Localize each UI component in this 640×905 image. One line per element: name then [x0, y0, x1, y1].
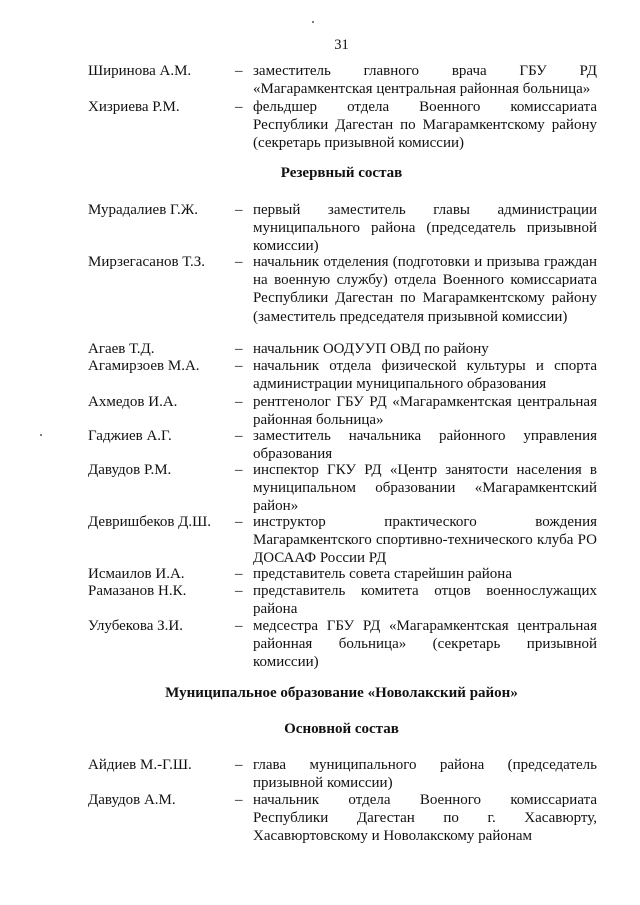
dash: –	[235, 566, 243, 582]
dash: –	[235, 428, 243, 444]
member-position: начальник отделения (подготовки и призыва граждан на военную службу) отдела Военного комиссариата Республики Дагестан по Магарамкентскому району (заместитель председателя призывной комиссии)	[253, 254, 597, 325]
member-position: рентгенолог ГБУ РД «Магарамкентская центральная районная больница»	[253, 394, 597, 429]
member-position: инструктор практического вождения Магарамкентского спортивно-технического клуба РО ДОСААФ России РД	[253, 514, 597, 567]
member-name: Девришбеков Д.Ш.	[88, 514, 212, 530]
section-heading-municipality: Муниципальное образование «Новолакский район»	[165, 685, 518, 701]
member-name: Мирзегасанов Т.З.	[88, 254, 205, 270]
dash: –	[235, 341, 243, 357]
member-position: первый заместитель главы администрации муниципального района (председатель призывной комиссии)	[253, 202, 597, 255]
dash: –	[235, 99, 243, 115]
member-position: глава муниципального района (председатель призывной комиссии)	[253, 757, 597, 792]
member-position: заместитель начальника районного управления образования	[253, 428, 597, 463]
member-position: начальник отдела Военного комиссариата Республики Дагестан по г. Хасавюрту, Хасавюртовскому и Новолакскому районам	[253, 792, 597, 845]
scan-speck	[312, 21, 314, 23]
dash: –	[235, 514, 243, 530]
member-name: Рамазанов Н.К.	[88, 583, 187, 599]
member-name: Айдиев М.-Г.Ш.	[88, 757, 192, 773]
page-number: 31	[334, 37, 349, 53]
member-name: Ахмедов И.А.	[88, 394, 178, 410]
dash: –	[235, 618, 243, 634]
dash: –	[235, 202, 243, 218]
member-position: инспектор ГКУ РД «Центр занятости населения в муниципальном образовании «Магарамкентский район»	[253, 462, 597, 515]
dash: –	[235, 757, 243, 773]
member-position: представитель комитета отцов военнослужащих района	[253, 583, 597, 618]
member-name: Агамирзоев М.А.	[88, 358, 200, 374]
dash: –	[235, 583, 243, 599]
member-name: Давудов Р.М.	[88, 462, 172, 478]
member-name: Гаджиев А.Г.	[88, 428, 172, 444]
dash: –	[235, 462, 243, 478]
member-position: начальник ООДУУП ОВД по району	[253, 341, 489, 357]
member-position: заместитель главного врача ГБУ РД «Магарамкентская центральная районная больница»	[253, 63, 597, 98]
member-name: Мурадалиев Г.Ж.	[88, 202, 198, 218]
section-heading-main: Основной состав	[284, 721, 399, 737]
member-name: Агаев Т.Д.	[88, 341, 155, 357]
member-name: Хизриева Р.М.	[88, 99, 180, 115]
member-name: Исмаилов И.А.	[88, 566, 185, 582]
member-name: Давудов А.М.	[88, 792, 176, 808]
member-name: Улубекова З.И.	[88, 618, 183, 634]
member-position: медсестра ГБУ РД «Магарамкентская центральная районная больница» (секретарь призывной комиссии)	[253, 618, 597, 671]
member-position: фельдшер отдела Военного комиссариата Республики Дагестан по Магарамкентскому району (секретарь призывной комиссии)	[253, 99, 597, 152]
dash: –	[235, 792, 243, 808]
dash: –	[235, 254, 243, 270]
scan-speck	[40, 434, 42, 436]
member-position: начальник отдела физической культуры и спорта администрации муниципального образования	[253, 358, 597, 393]
dash: –	[235, 394, 243, 410]
dash: –	[235, 358, 243, 374]
member-position: представитель совета старейшин района	[253, 566, 512, 582]
member-name: Ширинова А.М.	[88, 63, 192, 79]
dash: –	[235, 63, 243, 79]
section-heading-reserve: Резервный состав	[280, 165, 403, 181]
